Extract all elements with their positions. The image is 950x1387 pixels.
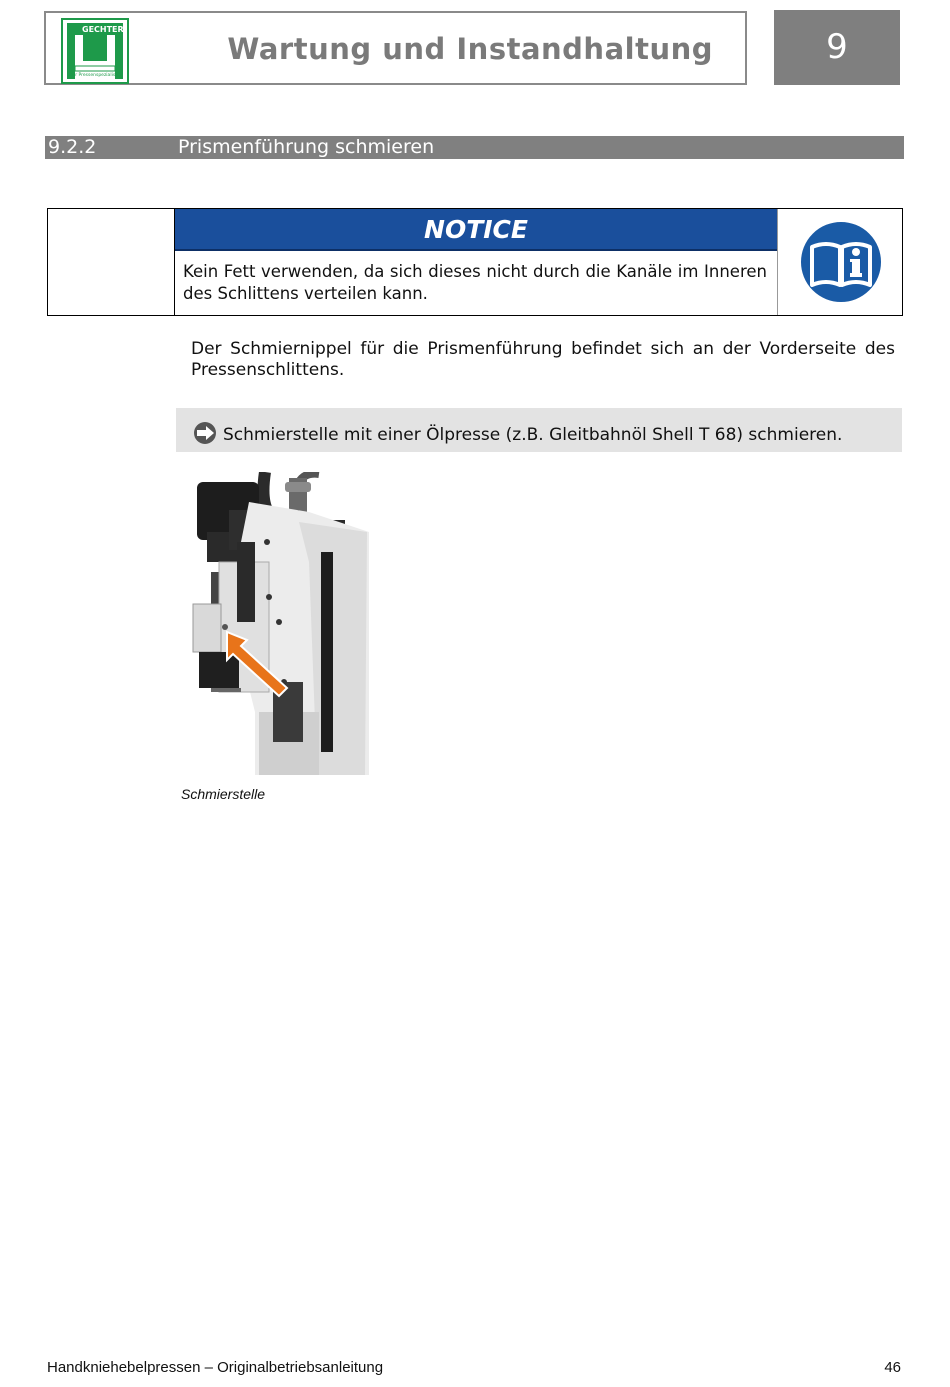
arrow-right-circle-icon xyxy=(193,421,217,445)
notice-text: Kein Fett verwenden, da sich dieses nicht durch die Kanäle im Inneren des Schlittens verteilen kann. xyxy=(183,262,767,303)
figure-caption: Schmierstelle xyxy=(181,786,266,802)
notice-content xyxy=(175,209,777,315)
notice-icon-cell xyxy=(777,209,903,315)
manual-info-icon xyxy=(798,219,884,305)
page-header xyxy=(44,11,747,85)
chapter-title: Wartung und Instandhaltung xyxy=(227,32,713,66)
section-number: 9.2.2 xyxy=(48,136,97,158)
chapter-number: 9 xyxy=(774,10,900,85)
notice-heading: NOTICE xyxy=(175,209,777,251)
action-step xyxy=(176,408,902,452)
svg-text:GECHTER: GECHTER xyxy=(82,25,124,34)
notice-empty-cell xyxy=(48,209,175,315)
action-text: Schmierstelle mit einer Ölpresse (z.B. Gleitbahnöl Shell T 68) schmieren. xyxy=(223,425,843,445)
gechter-logo xyxy=(61,18,131,84)
press-slide-photo xyxy=(189,472,373,775)
body-paragraph: Der Schmiernippel für die Prismenführung befindet sich an der Vorderseite des Pressenschlittens. xyxy=(191,339,895,380)
section-heading xyxy=(45,136,904,159)
footer-page-number: 46 xyxy=(884,1359,901,1376)
notice-box xyxy=(47,208,903,316)
svg-text:Der Pressenspezialist: Der Pressenspezialist xyxy=(69,73,117,78)
footer-document-title: Handkniehebelpressen – Originalbetriebsanleitung xyxy=(47,1359,384,1376)
section-title: Prismenführung schmieren xyxy=(178,136,435,158)
